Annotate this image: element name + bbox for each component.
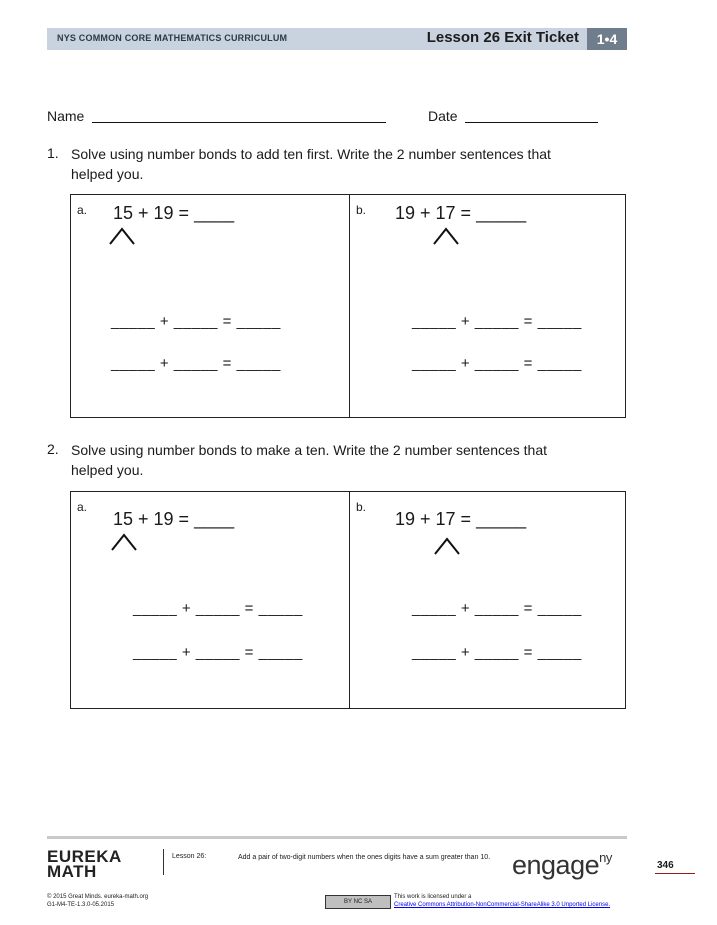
- number-bond-icon: [110, 532, 138, 552]
- number-sentence-2[interactable]: _____ + _____ = _____: [133, 644, 303, 661]
- equation: 19 + 17 = _____: [395, 203, 527, 223]
- equation: 15 + 19 = ____: [113, 509, 235, 529]
- cc-license-badge: BY NC SA: [325, 895, 391, 909]
- number-sentence-2[interactable]: _____ + _____ = _____: [111, 355, 281, 372]
- question-1-part-a: [71, 195, 349, 417]
- part-label: b.: [356, 203, 367, 217]
- question-1-line-1: Solve using number bonds to add ten first. Write the 2 number sentences that: [71, 146, 551, 162]
- page-number-underline: [655, 873, 695, 874]
- footer-lesson: Lesson 26:: [172, 853, 207, 860]
- name-field[interactable]: [92, 122, 386, 123]
- equation: 15 + 19 = ____: [113, 203, 235, 223]
- footer-divider: [47, 836, 627, 839]
- number-sentence-2[interactable]: _____ + _____ = _____: [412, 355, 582, 372]
- engageny-logo: [512, 850, 612, 881]
- question-1-part-b: [349, 195, 627, 417]
- copyright-line-1: © 2015 Great Minds. eureka-math.org: [47, 894, 149, 900]
- copyright-line-2: G1-M4-TE-1.3.0-05.2015: [47, 902, 115, 908]
- question-1-number: 1.: [47, 145, 59, 161]
- logo-line-2: MATH: [47, 862, 97, 881]
- page-header: [47, 28, 627, 50]
- number-bond-icon: [433, 536, 461, 556]
- question-2-grid: [70, 491, 626, 709]
- page-number: 346: [657, 860, 674, 871]
- number-sentence-1[interactable]: _____ + _____ = _____: [412, 600, 582, 617]
- question-2-part-a: [71, 492, 349, 708]
- date-field[interactable]: [465, 122, 598, 123]
- eureka-math-logo: [47, 849, 122, 879]
- question-2-line-1: Solve using number bonds to make a ten. Write the 2 number sentences that: [71, 442, 548, 458]
- name-label: Name: [47, 108, 85, 124]
- module-badge: 1•4: [587, 28, 627, 50]
- footer-separator: [163, 849, 164, 875]
- question-2-part-b: [349, 492, 627, 708]
- number-bond-icon: [108, 226, 136, 246]
- question-2-number: 2.: [47, 441, 59, 457]
- license-link[interactable]: Creative Commons Attribution-NonCommercial-ShareAlike 3.0 Unported License.: [394, 902, 611, 908]
- license-text: [394, 893, 610, 909]
- lesson-title: Lesson 26 Exit Ticket: [426, 29, 579, 46]
- brand-sup: ny: [599, 850, 612, 865]
- question-1-line-2: helped you.: [71, 166, 144, 182]
- number-sentence-1[interactable]: _____ + _____ = _____: [133, 600, 303, 617]
- number-bond-icon: [432, 226, 460, 246]
- part-label: a.: [77, 203, 88, 217]
- date-label: Date: [428, 108, 458, 124]
- curriculum-title: NYS COMMON CORE MATHEMATICS CURRICULUM: [57, 33, 288, 43]
- brand-text: engage: [512, 850, 600, 880]
- part-label: a.: [77, 500, 88, 514]
- license-intro: This work is licensed under a: [394, 894, 472, 900]
- footer-copyright: [47, 893, 148, 909]
- equation: 19 + 17 = _____: [395, 509, 527, 529]
- question-1-grid: [70, 194, 626, 418]
- question-2-text: [71, 440, 547, 480]
- logo-line-1: EUREKA: [47, 847, 122, 866]
- part-label: b.: [356, 500, 367, 514]
- number-sentence-1[interactable]: _____ + _____ = _____: [111, 313, 281, 330]
- question-2-line-2: helped you.: [71, 462, 144, 478]
- number-sentence-2[interactable]: _____ + _____ = _____: [412, 644, 582, 661]
- question-1-text: [71, 144, 551, 184]
- number-sentence-1[interactable]: _____ + _____ = _____: [412, 313, 582, 330]
- footer-description: Add a pair of two-digit numbers when the ones digits have a sum greater than 10.: [238, 854, 491, 861]
